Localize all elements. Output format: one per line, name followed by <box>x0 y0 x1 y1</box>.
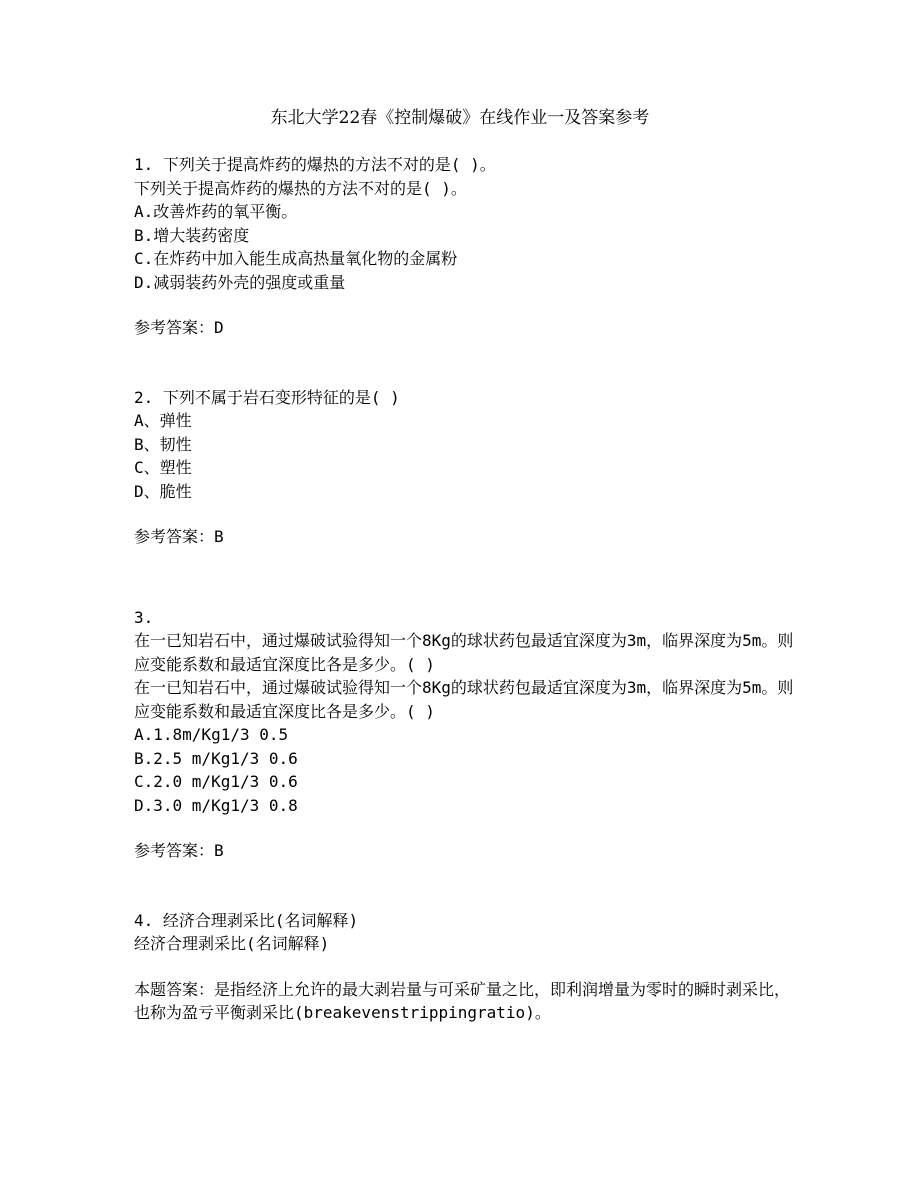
question-list <box>134 153 794 1025</box>
question-4 <box>134 909 794 1025</box>
question-stem-repeat: 在一已知岩石中，通过爆破试验得知一个8Kg的球状药包最适宜深度为3m，临界深度为5m。则应变能系数和最适宜深度比各是多少。( ) <box>134 678 794 721</box>
answer-text: 参考答案：D <box>134 318 224 337</box>
option-c: C.在炸药中加入能生成高热量氧化物的金属粉 <box>134 249 458 268</box>
option-a: A、弹性 <box>134 411 192 430</box>
option-c: C.2.0 m/Kg1/3 0.6 <box>134 772 298 791</box>
document-title: 东北大学22春《控制爆破》在线作业一及答案参考 <box>270 108 650 128</box>
option-d: D、脆性 <box>134 481 192 501</box>
option-d: D.减弱装药外壳的强度或重量 <box>134 272 346 292</box>
question-2 <box>134 386 794 549</box>
option-b: B.增大装药密度 <box>134 225 250 245</box>
option-b: B.2.5 m/Kg1/3 0.6 <box>134 748 298 768</box>
option-b: B、韧性 <box>134 434 192 454</box>
question-heading: 3. <box>134 607 154 627</box>
question-heading: 1. 下列关于提高炸药的爆热的方法不对的是( )。 <box>134 155 496 174</box>
question-stem: 经济合理剥采比(名词解释) <box>134 934 330 953</box>
question-stem: 在一已知岩石中，通过爆破试验得知一个8Kg的球状药包最适宜深度为3m，临界深度为5m。则应变能系数和最适宜深度比各是多少。( ) <box>134 631 794 674</box>
question-1 <box>134 153 794 340</box>
answer-text: 参考答案：B <box>134 841 224 860</box>
question-3 <box>134 606 794 863</box>
option-d: D.3.0 m/Kg1/3 0.8 <box>134 795 298 815</box>
option-c: C、塑性 <box>134 458 192 477</box>
option-a: A.改善炸药的氧平衡。 <box>134 202 298 221</box>
answer-text: 参考答案：B <box>134 527 224 546</box>
option-a: A.1.8m/Kg1/3 0.5 <box>134 725 289 744</box>
answer-text: 本题答案：是指经济上允许的最大剥岩量与可采矿量之比，即利润增量为零时的瞬时剥采比，也称为盈亏平衡剥采比(breakevenstrippingratio)。 <box>134 979 791 1022</box>
question-stem: 下列关于提高炸药的爆热的方法不对的是( )。 <box>134 178 467 198</box>
question-heading: 4. 经济合理剥采比(名词解释) <box>134 910 359 930</box>
question-heading: 2. 下列不属于岩石变形特征的是( ) <box>134 387 400 407</box>
